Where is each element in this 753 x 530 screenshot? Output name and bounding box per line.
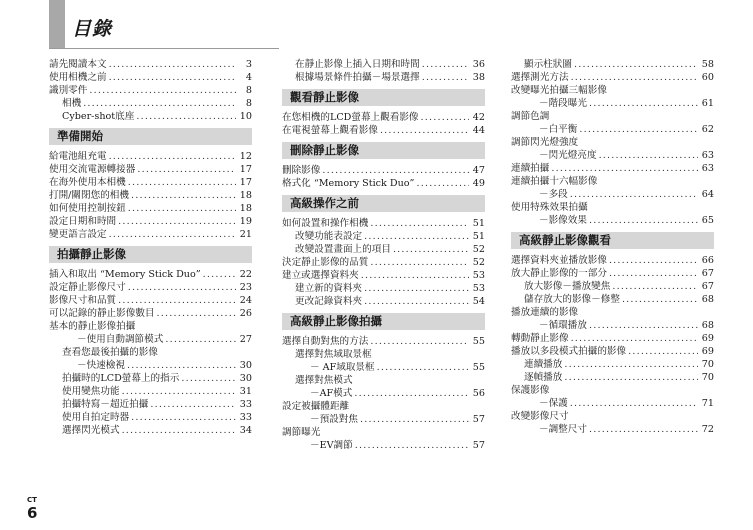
toc-entry-page: 30 — [239, 373, 252, 384]
toc-entry-page: 68 — [701, 294, 714, 305]
toc-entry[interactable] — [49, 176, 252, 189]
toc-entry[interactable] — [49, 202, 252, 215]
toc-entry[interactable] — [511, 201, 714, 214]
toc-entry-title: 改變設置畫面上的項目 — [295, 244, 391, 255]
dot-leader — [118, 215, 236, 228]
toc-entry[interactable] — [511, 97, 714, 110]
toc-entry[interactable] — [282, 230, 485, 243]
toc-entry-title: －階段曝光 — [539, 98, 587, 109]
toc-entry[interactable] — [282, 243, 485, 256]
dot-leader — [128, 176, 236, 189]
toc-entry-title: 放大靜止影像的一部分 — [511, 268, 607, 279]
header-tab — [49, 0, 65, 48]
section-heading: 高級操作之前 — [282, 195, 485, 212]
dot-leader — [137, 163, 236, 176]
toc-entry-title: 給電池組充電 — [49, 151, 107, 162]
toc-entry[interactable] — [282, 269, 485, 282]
toc-entry-page: 60 — [701, 72, 714, 83]
toc-entry-page: 61 — [701, 98, 714, 109]
dot-leader — [118, 294, 236, 307]
toc-entry-title: Cyber-shot底座 — [62, 111, 135, 122]
toc-entry-title: 連續拍攝 — [511, 163, 550, 174]
dot-leader — [165, 333, 236, 346]
toc-entry-page: 10 — [239, 111, 252, 122]
dot-leader — [89, 84, 236, 97]
toc-entry-title: 拍攝特寫－超近拍攝 — [62, 399, 149, 410]
toc-entry-title: 選擇對焦模式 — [295, 375, 353, 386]
toc-entry-page: 18 — [239, 203, 252, 214]
toc-entry-title: 選擇資料夾並播放影像 — [511, 255, 607, 266]
dot-leader — [589, 214, 698, 227]
toc-entry-title: 查看您最後拍攝的影像 — [62, 347, 158, 358]
toc-entry-title: －AF模式 — [310, 388, 353, 399]
dot-leader — [589, 97, 698, 110]
toc-entry[interactable] — [49, 333, 252, 346]
dot-leader — [157, 307, 236, 320]
toc-entry[interactable] — [49, 320, 252, 333]
toc-entry[interactable] — [282, 217, 485, 230]
toc-entry-title: 使用自拍定時器 — [62, 412, 130, 423]
toc-entry-title: 使用特殊效果拍攝 — [511, 202, 588, 213]
toc-entry[interactable] — [511, 280, 714, 293]
toc-entry-page: 22 — [239, 269, 252, 280]
toc-entry-title: 設定日期和時間 — [49, 216, 117, 227]
dot-leader — [570, 188, 698, 201]
toc-entry[interactable] — [49, 84, 252, 97]
toc-entry-page: 69 — [701, 346, 714, 357]
toc-entry-page: 3 — [245, 59, 252, 70]
toc-entry[interactable] — [511, 345, 714, 358]
toc-entry-title: －影像效果 — [539, 215, 587, 226]
toc-entry-page: 12 — [239, 151, 252, 162]
toc-entry[interactable] — [282, 177, 485, 190]
toc-column-3 — [511, 58, 714, 436]
toc-entry-title: 刪除影像 — [282, 165, 321, 176]
toc-entry-title: 如何設置和操作相機 — [282, 218, 369, 229]
toc-entry[interactable] — [282, 374, 485, 387]
toc-entry-page: 67 — [701, 268, 714, 279]
toc-entry-page: 67 — [701, 281, 714, 292]
toc-entry-title: 調節曝光 — [282, 427, 321, 438]
dot-leader — [622, 293, 698, 306]
toc-entry-page: 19 — [239, 216, 252, 227]
toc-entry-title: 建立或選擇資料夾 — [282, 270, 359, 281]
toc-entry[interactable] — [511, 136, 714, 149]
toc-entry[interactable] — [49, 71, 252, 84]
toc-entry-page: 52 — [472, 244, 485, 255]
toc-entry-page: 53 — [472, 283, 485, 294]
footer-page-number: 6 — [27, 504, 38, 522]
dot-leader — [203, 268, 236, 281]
toc-entry[interactable] — [511, 188, 714, 201]
toc-entry[interactable] — [282, 71, 485, 84]
toc-entry-title: 使用變焦功能 — [62, 386, 120, 397]
toc-entry-title: 可以記錄的靜止影像數目 — [49, 308, 155, 319]
toc-entry-title: 建立新的資料夾 — [295, 283, 363, 294]
dot-leader — [612, 280, 698, 293]
toc-entry-title: 選擇閃光模式 — [62, 425, 120, 436]
toc-entry-title: 改變功能表設定 — [295, 231, 363, 242]
toc-entry[interactable] — [282, 348, 485, 361]
toc-entry[interactable] — [511, 71, 714, 84]
toc-entry-page: 24 — [239, 295, 252, 306]
toc-entry[interactable] — [49, 385, 252, 398]
toc-entry-title: 設定被攝體距離 — [282, 401, 350, 412]
dot-leader — [370, 335, 469, 348]
dot-leader — [609, 254, 698, 267]
toc-entry-page: 55 — [472, 336, 485, 347]
toc-entry-page: 68 — [701, 320, 714, 331]
dot-leader — [571, 332, 698, 345]
toc-entry-page: 44 — [472, 125, 485, 136]
toc-entry-title: －EV調節 — [310, 440, 353, 451]
toc-entry[interactable] — [511, 358, 714, 371]
toc-entry-title: 連續拍攝十六幅影像 — [511, 176, 598, 187]
toc-entry[interactable] — [49, 110, 252, 123]
toc-entry-title: 更改記錄資料夾 — [295, 296, 363, 307]
toc-entry-page: 54 — [472, 296, 485, 307]
toc-entry-title: － AF域取景框 — [310, 362, 375, 373]
page-title: 目錄 — [72, 18, 113, 40]
toc-entry[interactable] — [511, 175, 714, 188]
toc-entry-title: 設定靜止影像尺寸 — [49, 282, 126, 293]
toc-entry[interactable] — [511, 384, 714, 397]
toc-entry-title: 顯示柱狀圖 — [524, 59, 572, 70]
toc-entry[interactable] — [282, 124, 485, 137]
toc-entry-page: 17 — [239, 164, 252, 175]
toc-entry-title: 改變影像尺寸 — [511, 411, 569, 422]
toc-entry[interactable] — [282, 256, 485, 269]
toc-entry-page: 23 — [239, 282, 252, 293]
toc-entry-title: 調節色調 — [511, 111, 550, 122]
toc-entry[interactable] — [282, 400, 485, 413]
toc-entry[interactable] — [282, 164, 485, 177]
toc-entry[interactable] — [511, 149, 714, 162]
toc-entry[interactable] — [511, 267, 714, 280]
toc-entry[interactable] — [282, 426, 485, 439]
toc-entry[interactable] — [511, 319, 714, 332]
toc-entry-title: 連續播放 — [524, 359, 563, 370]
toc-entry[interactable] — [49, 294, 252, 307]
toc-entry-title: 逐幀播放 — [524, 372, 563, 383]
dot-leader — [322, 164, 469, 177]
toc-entry[interactable] — [282, 111, 485, 124]
toc-entry-page: 36 — [472, 59, 485, 70]
toc-entry[interactable] — [49, 150, 252, 163]
toc-entry[interactable] — [511, 254, 714, 267]
dot-leader — [609, 267, 698, 280]
toc-entry[interactable] — [49, 58, 252, 71]
toc-entry-title: 播放以多段模式拍攝的影像 — [511, 346, 627, 357]
toc-entry-page: 70 — [701, 372, 714, 383]
toc-entry-title: 打開/關閉您的相機 — [49, 190, 129, 201]
toc-entry[interactable] — [49, 307, 252, 320]
dot-leader — [370, 217, 469, 230]
dot-leader — [109, 71, 236, 84]
toc-entry-page: 17 — [239, 177, 252, 188]
dot-leader — [364, 230, 469, 243]
toc-entry[interactable] — [511, 84, 714, 97]
dot-leader — [109, 58, 236, 71]
dot-leader — [574, 58, 698, 71]
toc-entry-title: 使用相機之前 — [49, 72, 107, 83]
toc-entry-page: 52 — [472, 257, 485, 268]
toc-entry[interactable] — [282, 58, 485, 71]
dot-leader — [393, 243, 469, 256]
toc-entry-title: 在電視螢幕上觀看影像 — [282, 125, 378, 136]
toc-entry-title: －快速檢視 — [77, 360, 125, 371]
toc-entry-page: 57 — [472, 414, 485, 425]
toc-entry-page: 4 — [245, 72, 252, 83]
dot-leader — [589, 319, 698, 332]
toc-entry[interactable] — [511, 332, 714, 345]
toc-entry[interactable] — [282, 282, 485, 295]
dot-leader — [380, 124, 469, 137]
toc-entry-title: －白平衡 — [539, 124, 578, 135]
toc-entry-page: 8 — [245, 98, 252, 109]
toc-entry[interactable] — [511, 110, 714, 123]
toc-entry[interactable] — [282, 335, 485, 348]
toc-entry-page: 65 — [701, 215, 714, 226]
dot-leader — [370, 256, 469, 269]
dot-leader — [127, 359, 236, 372]
toc-entry-title: 決定靜止影像的品質 — [282, 257, 369, 268]
dot-leader — [564, 358, 698, 371]
dot-leader — [122, 385, 236, 398]
toc-entry-page: 55 — [472, 362, 485, 373]
toc-entry[interactable] — [49, 189, 252, 202]
toc-entry-title: 選擇測光方法 — [511, 72, 569, 83]
toc-entry-page: 70 — [701, 359, 714, 370]
toc-entry-title: 選擇對焦域取景框 — [295, 349, 372, 360]
dot-leader — [570, 397, 698, 410]
toc-entry-title: 相機 — [62, 98, 82, 109]
toc-entry-page: 34 — [239, 425, 252, 436]
toc-entry-page: 18 — [239, 190, 252, 201]
toc-entry-title: －預設對焦 — [310, 414, 358, 425]
toc-entry-title: 基本的靜止影像拍攝 — [49, 321, 136, 332]
toc-entry-title: 變更語言設定 — [49, 229, 107, 240]
toc-entry[interactable] — [49, 215, 252, 228]
toc-entry-title: －調整尺寸 — [539, 424, 587, 435]
footer-language-code: CT — [27, 496, 37, 504]
toc-entry-page: 51 — [472, 218, 485, 229]
dot-leader — [364, 282, 469, 295]
section-heading: 高級靜止影像觀看 — [511, 232, 714, 249]
toc-entry-page: 30 — [239, 360, 252, 371]
toc-entry[interactable] — [511, 293, 714, 306]
toc-entry-title: 請先閱讀本文 — [49, 59, 107, 70]
toc-entry-page: 56 — [472, 388, 485, 399]
toc-entry-page: 62 — [701, 124, 714, 135]
toc-entry-title: 調節閃光燈強度 — [511, 137, 579, 148]
toc-entry[interactable] — [49, 398, 252, 411]
toc-entry-title: 格式化 “Memory Stick Duo” — [282, 178, 415, 189]
toc-entry-page: 53 — [472, 270, 485, 281]
toc-entry-page: 47 — [472, 165, 485, 176]
dot-leader — [579, 123, 698, 136]
toc-entry-page: 64 — [701, 189, 714, 200]
toc-entry[interactable] — [49, 163, 252, 176]
toc-entry-page: 63 — [701, 163, 714, 174]
toc-entry[interactable] — [282, 295, 485, 308]
dot-leader — [360, 413, 469, 426]
toc-entry[interactable] — [49, 372, 252, 385]
dot-leader — [122, 424, 236, 437]
dot-leader — [628, 345, 698, 358]
toc-entry-page: 33 — [239, 412, 252, 423]
toc-entry-title: 根據場景條件拍攝－場景選擇 — [295, 72, 420, 83]
dot-leader — [136, 110, 236, 123]
dot-leader — [361, 269, 469, 282]
toc-entry[interactable] — [49, 97, 252, 110]
dot-leader — [599, 149, 698, 162]
dot-leader — [377, 361, 469, 374]
toc-entry-page: 21 — [239, 229, 252, 240]
toc-entry-page: 27 — [239, 334, 252, 345]
toc-entry-title: 播放連續的影像 — [511, 307, 579, 318]
toc-entry-page: 42 — [472, 112, 485, 123]
toc-entry[interactable] — [511, 371, 714, 384]
toc-entry-title: 選擇自動對焦的方法 — [282, 336, 369, 347]
toc-entry[interactable] — [49, 424, 252, 437]
toc-entry[interactable] — [282, 361, 485, 374]
section-heading: 觀看靜止影像 — [282, 89, 485, 106]
dot-leader — [421, 111, 469, 124]
toc-entry[interactable] — [511, 123, 714, 136]
toc-entry[interactable] — [282, 439, 485, 452]
dot-leader — [416, 177, 469, 190]
toc-entry-title: －多段 — [539, 189, 568, 200]
toc-column-2 — [282, 58, 485, 452]
section-heading: 拍攝靜止影像 — [49, 246, 252, 263]
toc-entry-page: 38 — [472, 72, 485, 83]
toc-entry-title: 放大影像－播放變焦 — [524, 281, 611, 292]
toc-entry[interactable] — [511, 162, 714, 175]
toc-entry-page: 58 — [701, 59, 714, 70]
dot-leader — [571, 71, 698, 84]
dot-leader — [364, 295, 469, 308]
dot-leader — [564, 371, 698, 384]
toc-entry-page: 69 — [701, 333, 714, 344]
section-heading: 準備開始 — [49, 128, 252, 145]
section-heading: 刪除靜止影像 — [282, 142, 485, 159]
dot-leader — [354, 387, 469, 400]
toc-entry-title: 儲存放大的影像－修整 — [524, 294, 620, 305]
toc-entry-page: 26 — [239, 308, 252, 319]
toc-entry[interactable] — [511, 214, 714, 227]
toc-entry-title: －閃光燈亮度 — [539, 150, 597, 161]
toc-entry[interactable] — [511, 423, 714, 436]
toc-entry[interactable] — [49, 346, 252, 359]
toc-entry-title: 在海外使用本相機 — [49, 177, 126, 188]
toc-entry-page: 57 — [472, 440, 485, 451]
toc-entry[interactable] — [511, 410, 714, 423]
toc-entry-page: 31 — [239, 386, 252, 397]
toc-entry[interactable] — [511, 306, 714, 319]
toc-column-1 — [49, 58, 252, 437]
toc-entry[interactable] — [282, 413, 485, 426]
toc-entry[interactable] — [49, 281, 252, 294]
dot-leader — [422, 58, 469, 71]
dot-leader — [83, 97, 236, 110]
toc-entry[interactable] — [49, 268, 252, 281]
dot-leader — [551, 162, 698, 175]
toc-entry-page: 71 — [701, 398, 714, 409]
dot-leader — [128, 202, 236, 215]
dot-leader — [181, 372, 236, 385]
toc-entry-title: 轉動靜止影像 — [511, 333, 569, 344]
dot-leader — [109, 150, 236, 163]
toc-entry-title: 插入和取出 “Memory Stick Duo” — [49, 269, 201, 280]
toc-entry[interactable] — [49, 411, 252, 424]
toc-entry-title: 在您相機的LCD螢幕上觀看影像 — [282, 112, 419, 123]
toc-entry-page: 72 — [701, 424, 714, 435]
dot-leader — [128, 281, 236, 294]
toc-entry-title: 改變曝光拍攝三幅影像 — [511, 85, 607, 96]
toc-entry-page: 63 — [701, 150, 714, 161]
toc-entry-title: 拍攝時的LCD螢幕上的指示 — [62, 373, 180, 384]
toc-entry-title: 識別零件 — [49, 85, 88, 96]
toc-entry-title: 影像尺寸和品質 — [49, 295, 117, 306]
dot-leader — [150, 398, 236, 411]
toc-entry-page: 8 — [245, 85, 252, 96]
dot-leader — [131, 189, 236, 202]
toc-entry-page: 49 — [472, 178, 485, 189]
toc-entry-page: 51 — [472, 231, 485, 242]
section-heading: 高級靜止影像拍攝 — [282, 313, 485, 330]
toc-entry-page: 33 — [239, 399, 252, 410]
toc-entry-title: 使用交流電源轉接器 — [49, 164, 136, 175]
toc-entry[interactable] — [49, 228, 252, 241]
dot-leader — [355, 439, 469, 452]
dot-leader — [131, 411, 236, 424]
dot-leader — [422, 71, 469, 84]
toc-entry-title: －保護 — [539, 398, 568, 409]
dot-leader — [109, 228, 236, 241]
toc-entry-title: －循環播放 — [539, 320, 587, 331]
toc-entry[interactable] — [511, 58, 714, 71]
toc-entry[interactable] — [511, 397, 714, 410]
dot-leader — [589, 423, 698, 436]
toc-entry-title: 如何使用控制按鈕 — [49, 203, 126, 214]
toc-entry-title: －使用自動調節模式 — [77, 334, 164, 345]
toc-entry[interactable] — [282, 387, 485, 400]
title-divider — [49, 48, 279, 49]
toc-entry[interactable] — [49, 359, 252, 372]
toc-entry-title: 保護影像 — [511, 385, 550, 396]
toc-entry-page: 66 — [701, 255, 714, 266]
toc-entry-title: 在靜止影像上插入日期和時間 — [295, 59, 420, 70]
